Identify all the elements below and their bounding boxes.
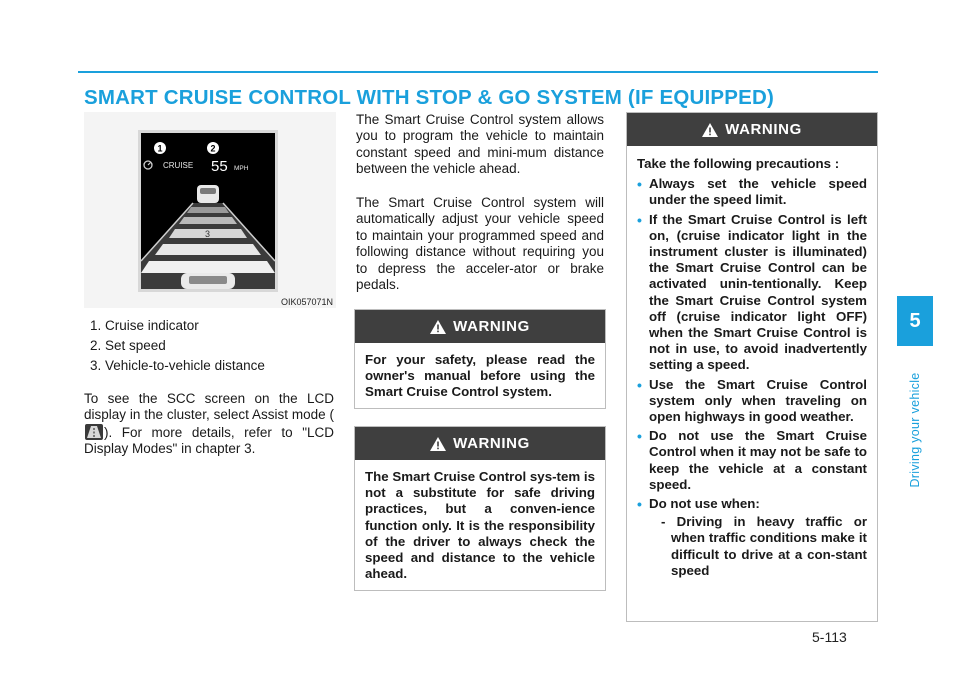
- list-item-text: Do not use when:: [649, 496, 760, 512]
- warning-box-precautions: [626, 112, 878, 622]
- figure-legend: [90, 316, 330, 376]
- list-item: • Do not use the Smart Cruise Control when it may not be safe to keep the vehicle at a constant speed.: [637, 428, 867, 493]
- intro-paragraph-1: The Smart Cruise Control system allows you to program the vehicle to maintain constant speed and mini-mum distance between the vehicle ahead.: [356, 112, 604, 177]
- distance-bar-5: [141, 261, 275, 273]
- list-item: [637, 496, 867, 579]
- top-rule: [78, 71, 878, 73]
- warning-body: [627, 146, 877, 590]
- warning-triangle-icon: [430, 437, 446, 451]
- page-number: 5-113: [812, 629, 847, 645]
- sub-list-item: - Driving in heavy traffic or when traffic conditions make it difficult to drive at a con-stant speed: [661, 514, 867, 578]
- scc-screen-text-after: ). For more details, refer to "LCD Display Modes" in chapter 3.: [84, 424, 334, 457]
- legend-item: 1. Cruise indicator: [90, 318, 199, 333]
- warning-box-not-substitute: [354, 426, 606, 591]
- warning-header: [627, 113, 877, 146]
- list-item: • If the Smart Cruise Control is left on, (cruise indicator light in the instrument cluster is illuminated) the Smart Cruise Control can be activated unin-tentionally. Keep the Smart Cruise Control system off (cruise indicator light OFF) when the Smart Cruise Control is not in use, to avoid inadvertently setting a speed.: [637, 212, 867, 374]
- scc-screen-paragraph: [84, 391, 334, 458]
- warning-label: WARNING: [453, 318, 530, 335]
- precautions-list: [637, 176, 867, 579]
- intro-paragraph-2: The Smart Cruise Control system will automatically adjust your vehicle speed to maintain your programmed speed and following distance without requiring you to depress the acceler-ator or brake pedals.: [356, 195, 604, 293]
- warning-box-owners-manual: [354, 309, 606, 409]
- list-item: • Use the Smart Cruise Control system only when traveling on open highways in good weather.: [637, 377, 867, 426]
- scc-screen-text-before: To see the SCC screen on the LCD display in the cluster, select Assist mode (: [84, 391, 334, 423]
- warning-triangle-icon: [702, 123, 718, 137]
- chapter-label: [893, 355, 937, 505]
- warning-header: [355, 310, 605, 343]
- warning-label: WARNING: [725, 121, 802, 138]
- sub-list: [649, 514, 867, 579]
- legend-item: 2. Set speed: [90, 338, 166, 353]
- list-item: • Always set the vehicle speed under the speed limit.: [637, 176, 867, 208]
- callout-3: 3: [205, 229, 211, 239]
- distance-bar-4: [155, 244, 261, 255]
- distance-bar-1: [187, 207, 229, 213]
- cluster-figure: [84, 112, 336, 308]
- chapter-tab: 5: [897, 296, 933, 346]
- warning-label: WARNING: [453, 435, 530, 452]
- chapter-label-text: Driving your vehicle: [908, 372, 922, 488]
- figure-code: OIK057071N: [280, 297, 333, 307]
- lane-illustration: [141, 133, 275, 289]
- callout-2: 2: [210, 143, 216, 154]
- cluster-display: [138, 130, 278, 292]
- warning-header: [355, 427, 605, 460]
- warning-body: [355, 460, 605, 590]
- precautions-intro: Take the following precautions :: [637, 156, 840, 171]
- warning-text: The Smart Cruise Control sys-tem is not a substitute for safe driving practices, but a conven-ience function only. It is the responsibility of the driver to always check the speed and distance to the vehicle ahead.: [365, 469, 595, 582]
- warning-text: For your safety, please read the owner's manual before using the Smart Cruise Control system.: [365, 352, 595, 400]
- speed-unit: MPH: [234, 165, 249, 172]
- warning-triangle-icon: [430, 320, 446, 334]
- assist-mode-icon: [85, 424, 103, 440]
- section-title: SMART CRUISE CONTROL WITH STOP & GO SYSTEM (IF EQUIPPED): [84, 86, 775, 109]
- legend-item: 3. Vehicle-to-vehicle distance: [90, 358, 265, 373]
- cruise-label: CRUISE: [163, 161, 194, 170]
- distance-bar-2: [179, 217, 237, 224]
- set-speed: 55: [211, 158, 228, 175]
- callout-1: 1: [157, 143, 163, 154]
- warning-body: [355, 343, 605, 409]
